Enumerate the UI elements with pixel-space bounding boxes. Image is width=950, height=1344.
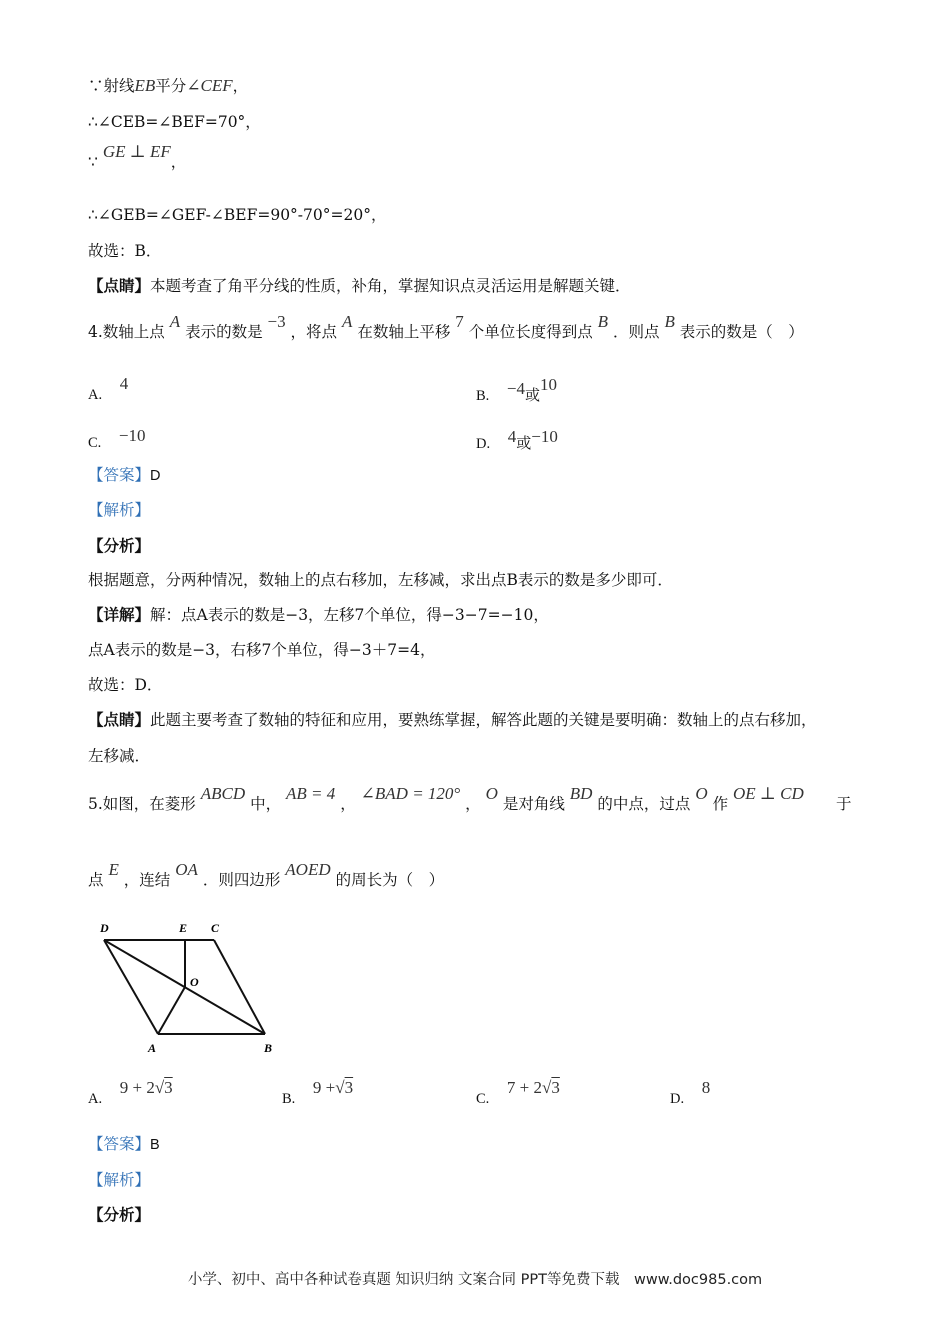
q4-xiangjie-2	[88, 640, 435, 660]
q4-option-a[interactable]	[88, 374, 129, 404]
text: ，	[170, 153, 187, 171]
text: 解：点A表示的数是−3，左移7个单位，得−3−7=−10，	[150, 606, 549, 624]
q4-jiexi	[88, 500, 150, 520]
text: 平分	[155, 77, 187, 95]
option-value: −10	[118, 426, 146, 445]
option-value: 9 +	[312, 1078, 336, 1097]
text: 根据题意，分两种情况，数轴上的点右移加，左移减，求出点B表示的数是多少即可．	[88, 571, 673, 589]
q5-option-b[interactable]	[282, 1078, 354, 1108]
q4-choose-d	[88, 675, 162, 695]
text: 故选：D．	[88, 676, 163, 694]
q5-option-a[interactable]	[88, 1078, 173, 1108]
tag-jiexi: 【解析】	[88, 501, 151, 519]
math-ab-eq-4: AB = 4	[286, 784, 336, 803]
math-oa: OA	[175, 860, 198, 879]
math-aoed: AOED	[285, 860, 331, 879]
option-label: A.	[88, 1091, 103, 1107]
text: 的中点，过点	[597, 795, 691, 813]
text: 是对角线	[502, 795, 565, 813]
q5-option-d[interactable]	[670, 1078, 711, 1108]
text: ．则四边形	[202, 871, 281, 889]
math-oe-perp-cd: OE ⊥ CD	[733, 784, 804, 803]
option-label: D.	[670, 1091, 685, 1107]
math-e: E	[108, 860, 119, 879]
text: 的周长为（ ）	[335, 871, 445, 889]
question-5-yu	[836, 794, 852, 814]
math-o: O	[695, 784, 708, 803]
option-value: 9 + 2	[119, 1078, 155, 1097]
answer-value: B	[150, 1137, 160, 1153]
segment-ao	[158, 987, 185, 1034]
question-5-stem-1	[88, 784, 804, 814]
tag-dianjing: 【点睛】	[88, 710, 151, 729]
math-7: 7	[455, 312, 464, 331]
segment-da	[104, 940, 158, 1034]
math-ge-perp-ef: GE ⊥ EF	[102, 142, 171, 161]
text: 或	[516, 434, 532, 452]
math-a: A	[169, 312, 181, 331]
label-c: C	[211, 921, 220, 935]
tag-dianjing: 【点睛】	[88, 276, 151, 295]
radicand: 3	[551, 1078, 560, 1097]
text: 在数轴上平移	[357, 323, 451, 341]
text: 或	[525, 386, 541, 404]
line-choose-b	[88, 241, 161, 261]
math-a: A	[342, 312, 353, 331]
text: 作	[712, 795, 729, 813]
label-a: A	[148, 1041, 157, 1055]
math-neg3: −3	[267, 312, 286, 331]
q5-option-c[interactable]	[476, 1078, 560, 1108]
text: ∴∠GEB=∠GEF-∠BEF=90°-70°=20°，	[88, 206, 387, 224]
text: 个单位长度得到点	[468, 323, 593, 341]
tag-answer: 【答案】	[88, 466, 151, 484]
text: 此题主要考查了数轴的特征和应用，要熟练掌握，解答此题的关键是要明确：数轴上的点右移加，	[150, 711, 817, 729]
option-label: D.	[476, 436, 491, 452]
option-label: B.	[282, 1091, 296, 1107]
text: 故选：B．	[88, 242, 162, 260]
label-b: B	[264, 1041, 273, 1055]
option-value: 4	[119, 374, 129, 393]
label-d: D	[100, 921, 109, 935]
option-value: 7 + 2	[506, 1078, 543, 1097]
q4-option-c[interactable]	[88, 426, 146, 452]
q4-option-b[interactable]	[476, 375, 558, 405]
tag-answer: 【答案】	[88, 1135, 151, 1153]
text: 左移减．	[88, 747, 151, 765]
text: 中，	[250, 795, 282, 813]
text: ，	[232, 77, 249, 95]
math-o: O	[485, 784, 498, 803]
option-value: 8	[701, 1078, 711, 1097]
option-value: −10	[531, 427, 558, 446]
text: ，连结	[123, 871, 171, 889]
option-label: B.	[476, 388, 490, 404]
label-e: E	[179, 921, 188, 935]
text: 4.数轴上点	[88, 323, 165, 341]
text: ，将点	[290, 323, 338, 341]
text: 点	[88, 871, 104, 889]
text: ∴∠CEB=∠BEF=70°，	[88, 113, 261, 131]
q5-jiexi	[88, 1170, 150, 1190]
sqrt-icon: √	[335, 1078, 345, 1097]
option-label: C.	[476, 1091, 490, 1107]
line-ray-bisect	[88, 76, 248, 96]
tag-jiexi: 【解析】	[88, 1171, 151, 1189]
text: 表示的数是（ ）	[679, 323, 804, 341]
option-value: 10	[540, 375, 558, 394]
math-bd: BD	[569, 784, 593, 803]
q4-fenxi	[88, 536, 150, 556]
text: 本题考查了角平分线的性质，补角，掌握知识点灵活运用是解题关键．	[150, 277, 631, 295]
math-b: B	[664, 312, 675, 331]
option-value: 4	[507, 427, 517, 446]
text: 5.如图，在菱形	[88, 795, 196, 813]
text: ∵	[88, 153, 98, 171]
q4-dianjing-1	[88, 710, 817, 730]
math-angle-cef: ∠CEF	[186, 76, 233, 95]
math-eb: EB	[134, 76, 156, 95]
q5-answer	[88, 1134, 160, 1155]
text: 于	[836, 795, 852, 813]
answer-value: D	[150, 468, 161, 484]
line-comment-q3	[88, 276, 631, 296]
tag-fenxi: 【分析】	[88, 1205, 151, 1224]
label-o: O	[190, 975, 199, 989]
sqrt-icon: √	[154, 1078, 165, 1097]
math-angle-bad: ∠BAD = 120°	[360, 784, 461, 803]
rhombus-figure	[92, 918, 292, 1058]
line-angle-ceb	[88, 112, 261, 132]
line-ge-perp-ef	[88, 142, 187, 172]
radicand: 3	[164, 1078, 173, 1097]
text: ∵射线	[88, 77, 135, 95]
text: ，	[340, 795, 356, 813]
q4-option-d[interactable]	[476, 427, 558, 453]
line-angle-geb	[88, 205, 386, 225]
q4-dianjing-2	[88, 746, 150, 766]
question-5-stem-2	[88, 860, 445, 890]
math-abcd: ABCD	[200, 784, 246, 803]
q4-xiangjie-1	[88, 605, 549, 625]
text: ．则点	[613, 323, 660, 341]
question-4-stem	[88, 312, 804, 342]
q4-answer	[88, 465, 161, 486]
q5-fenxi	[88, 1205, 150, 1225]
tag-xiangjie: 【详解】	[88, 605, 151, 624]
tag-fenxi: 【分析】	[88, 536, 151, 555]
math-b: B	[597, 312, 609, 331]
option-value: −4	[506, 379, 526, 398]
q4-fenxi-text	[88, 570, 673, 590]
option-label: A.	[88, 387, 103, 403]
option-label: C.	[88, 435, 102, 451]
sqrt-icon: √	[542, 1078, 552, 1097]
text: 点A表示的数是−3，右移7个单位，得−3＋7=4，	[88, 641, 436, 659]
text: ，	[465, 795, 481, 813]
text: 表示的数是	[185, 323, 263, 341]
radicand: 3	[344, 1078, 354, 1097]
page-footer: 小学、初中、高中各种试卷真题 知识归纳 文案合同 PPT等免费下载 www.doc985.com	[187, 1272, 763, 1288]
